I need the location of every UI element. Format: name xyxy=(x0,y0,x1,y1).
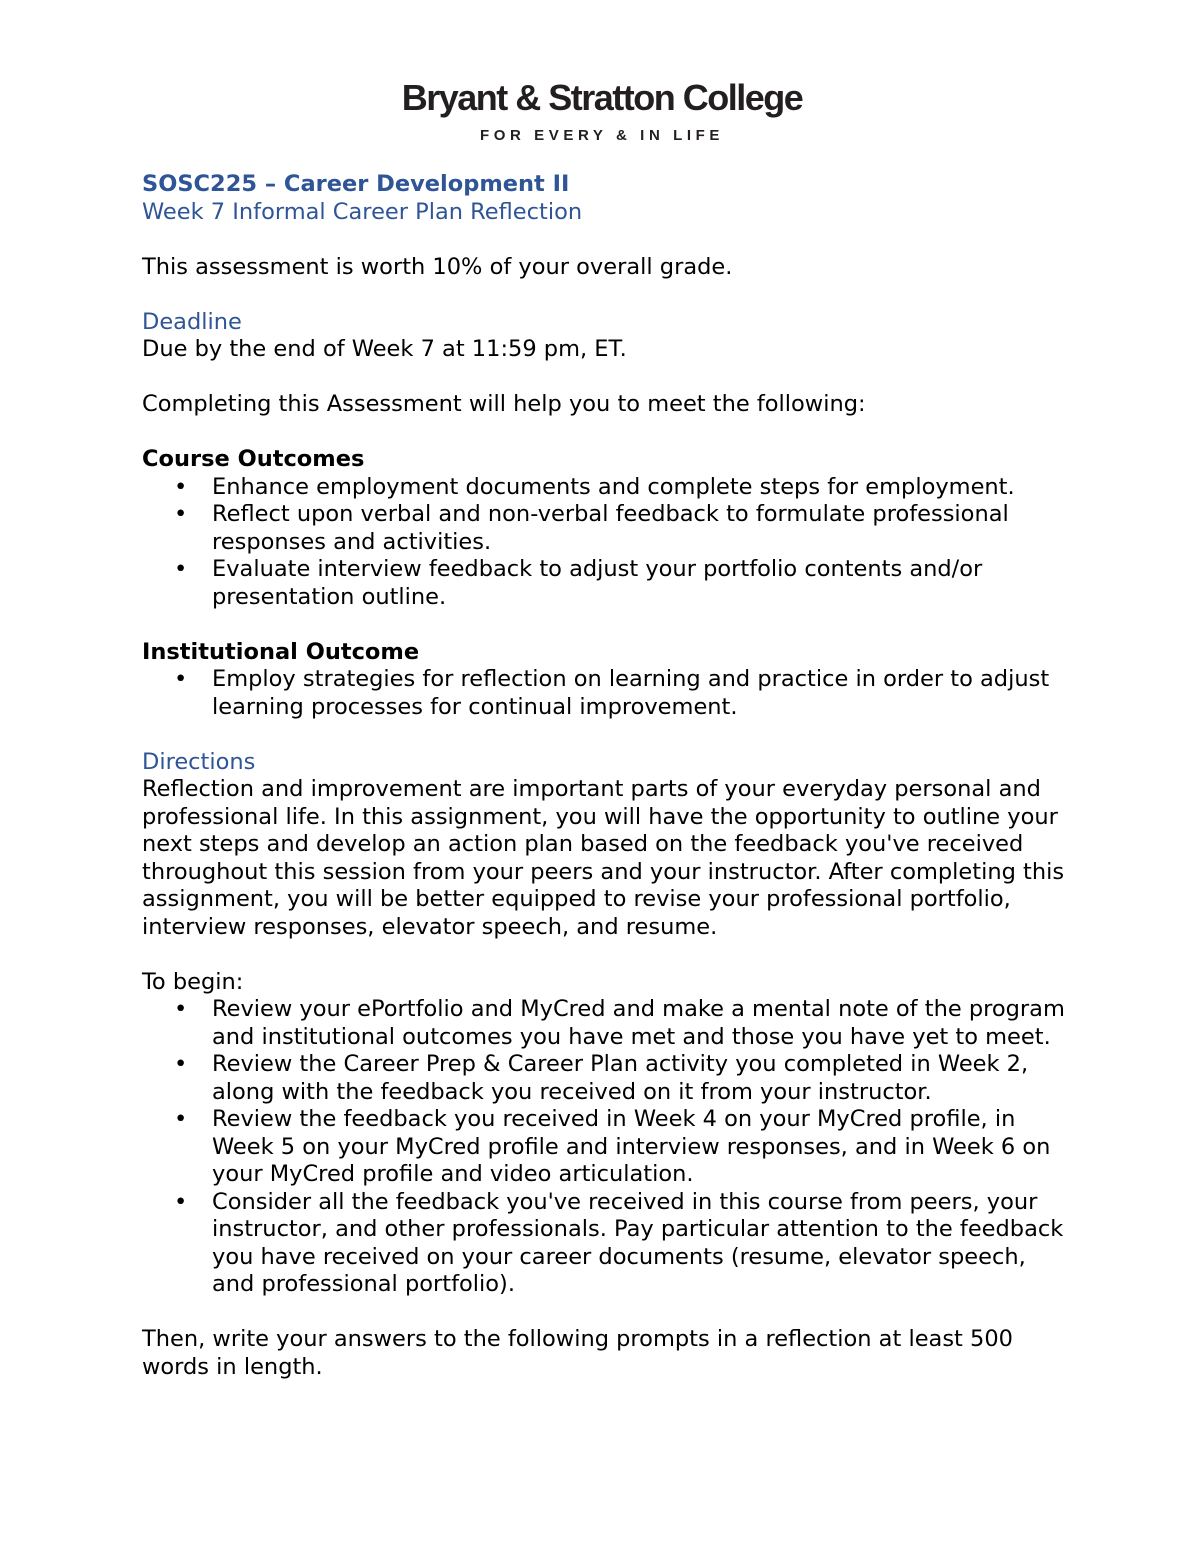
bullet-icon: • xyxy=(174,501,188,527)
bullet-icon: • xyxy=(174,1106,188,1132)
grade-weight-text: This assessment is worth 10% of your overall grade. xyxy=(142,253,733,280)
list-item-text: Review the feedback you received in Week 4 on your MyCred profile, in Week 5 on your MyCred profile and interview responses, and in Week 6 on your MyCred profile and video articulation. xyxy=(212,1106,1051,1187)
list-item xyxy=(142,666,1072,721)
list-item-text: Consider all the feedback you've received in this course from peers, your instructor, and other professionals. Pay particular attention to the feedback you have received on your career documents (resume, elevator speech, and professional portfolio). xyxy=(212,1188,1064,1297)
spacer xyxy=(142,281,1072,309)
bullet-icon: • xyxy=(174,666,188,692)
deadline-text: Due by the end of Week 7 at 11:59 pm, ET. xyxy=(142,336,627,362)
spacer xyxy=(142,419,1072,447)
spacer xyxy=(142,721,1072,749)
list-item xyxy=(142,474,1072,502)
spacer xyxy=(142,941,1072,969)
bullet-icon: • xyxy=(174,1188,188,1215)
list-item xyxy=(142,1189,1072,1299)
list-item-text: Employ strategies for reflection on learning and practice in order to adjust learning processes for continual improvement. xyxy=(212,666,1050,720)
directions-text: Reflection and improvement are important parts of your everyday personal and professional life. In this assignment, you will have the opportunity to outline your next steps and develop an action plan based on the feedback you've received throughout this session from your peers and your instructor. After completing this assignment, you will be better equipped to revise your professional portfolio, interview responses, elevator speech, and resume. xyxy=(142,776,1065,940)
list-item-text: Enhance employment documents and complete steps for employment. xyxy=(212,473,1015,500)
document-body xyxy=(142,171,1072,1381)
spacer xyxy=(142,1299,1072,1327)
closing-text: Then, write your answers to the following prompts in a reflection at least 500 words in length. xyxy=(142,1326,1013,1380)
list-item-text: Review your ePortfolio and MyCred and make a mental note of the program and institutional outcomes you have met and those you have yet to meet. xyxy=(212,996,1065,1050)
course-outcomes-heading: Course Outcomes xyxy=(142,446,365,472)
institutional-outcome-heading: Institutional Outcome xyxy=(142,638,420,665)
logo-tagline: FOR EVERY & IN LIFE xyxy=(479,127,725,144)
logo-wordmark: Bryant & Stratton College xyxy=(401,77,803,118)
list-item-text: Review the Career Prep & Career Plan activity you completed in Week 2, along with the feedback you received on it from your instructor. xyxy=(212,1051,1029,1105)
course-outcomes-list xyxy=(142,474,1072,612)
assignment-title: Week 7 Informal Career Plan Reflection xyxy=(142,198,583,225)
list-item xyxy=(142,556,1072,611)
spacer xyxy=(142,364,1072,392)
course-title: SOSC225 – Career Development II xyxy=(142,171,570,197)
bullet-icon: • xyxy=(174,473,188,500)
deadline-heading: Deadline xyxy=(142,308,242,335)
spacer xyxy=(142,226,1072,254)
institutional-outcome-list xyxy=(142,666,1072,721)
list-item xyxy=(142,1051,1072,1106)
college-logo xyxy=(396,78,808,146)
list-item xyxy=(142,501,1072,556)
to-begin-list xyxy=(142,996,1072,1299)
bullet-icon: • xyxy=(174,996,188,1022)
directions-heading: Directions xyxy=(142,748,256,775)
to-begin-label: To begin: xyxy=(142,968,244,995)
list-item-text: Reflect upon verbal and non-verbal feedback to formulate professional responses and activities. xyxy=(212,501,1009,555)
intro-text: Completing this Assessment will help you to meet the following: xyxy=(142,391,866,417)
list-item-text: Evaluate interview feedback to adjust your portfolio contents and/or presentation outline. xyxy=(212,556,983,610)
list-item xyxy=(142,996,1072,1051)
list-item xyxy=(142,1106,1072,1189)
bullet-icon: • xyxy=(174,1051,188,1077)
spacer xyxy=(142,611,1072,639)
bullet-icon: • xyxy=(174,556,188,582)
